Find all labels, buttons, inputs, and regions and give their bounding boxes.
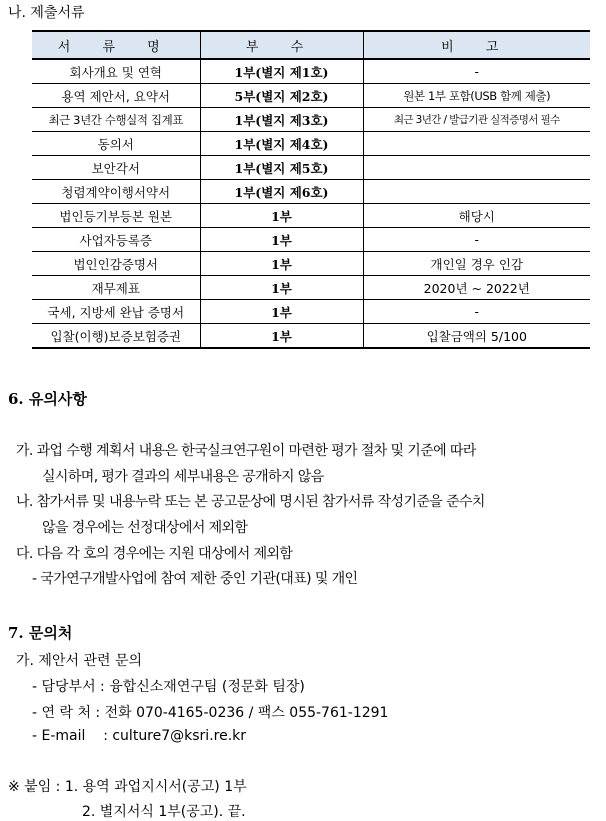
col-header-name: 서 류 명	[32, 31, 200, 59]
table-row	[32, 180, 590, 204]
doc-note: 원본 1부 포함(USB 함께 제출)	[363, 84, 590, 108]
doc-copies: 1부	[200, 276, 363, 300]
table-row	[32, 84, 590, 108]
table-row	[32, 59, 590, 84]
attachment-line-2: 2. 별지서식 1부(공고). 끝.	[82, 804, 246, 820]
attachment-line-1: ※ 붙임 : 1. 용역 과업지시서(공고) 1부	[8, 779, 247, 795]
table-row	[32, 300, 590, 324]
doc-name: 동의서	[32, 132, 200, 156]
notice-item-na: 나. 참가서류 및 내용누락 또는 본 공고문상에 명시된 참가서류 작성기준을 준수치	[16, 494, 485, 510]
doc-name: 최근 3년간 수행실적 집계표	[32, 108, 200, 132]
table-row	[32, 276, 590, 300]
doc-note: 입찰금액의 5/100	[363, 324, 590, 349]
doc-name: 입찰(이행)보증보험증권	[32, 324, 200, 349]
submit-docs-heading: 나. 제출서류	[8, 5, 85, 21]
submit-docs-table	[32, 30, 590, 349]
table-header-row	[32, 31, 590, 59]
contact-email: - E-mail : culture7@ksri.re.kr	[32, 728, 247, 744]
doc-copies: 1부(별지 제4호)	[200, 132, 363, 156]
table-row	[32, 228, 590, 252]
doc-copies: 1부(별지 제6호)	[200, 180, 363, 204]
table-row	[32, 132, 590, 156]
doc-name: 법인인감증명서	[32, 252, 200, 276]
doc-note: 최근 3년간 / 발급기관 실적증명서 필수	[363, 108, 590, 132]
notice-item-na-cont: 않을 경우에는 선정대상에서 제외함	[42, 520, 248, 536]
col-header-copies: 부 수	[200, 31, 363, 59]
doc-note	[363, 132, 590, 156]
table-row	[32, 108, 590, 132]
doc-copies: 1부(별지 제3호)	[200, 108, 363, 132]
table-row	[32, 252, 590, 276]
section6-title: 6. 유의사항	[8, 390, 87, 408]
table-row	[32, 156, 590, 180]
doc-note	[363, 156, 590, 180]
contact-item-ga: 가. 제안서 관련 문의	[16, 653, 142, 669]
doc-note: 개인일 경우 인감	[363, 252, 590, 276]
notice-item-ga-cont: 실시하며, 평가 결과의 세부내용은 공개하지 않음	[42, 469, 324, 485]
section7-title: 7. 문의처	[8, 624, 73, 642]
doc-name: 국세, 지방세 완납 증명서	[32, 300, 200, 324]
notice-item-da: 다. 다음 각 호의 경우에는 지원 대상에서 제외함	[16, 546, 293, 562]
doc-copies: 1부	[200, 300, 363, 324]
doc-copies: 1부(별지 제5호)	[200, 156, 363, 180]
doc-note: -	[363, 300, 590, 324]
doc-copies: 5부(별지 제2호)	[200, 84, 363, 108]
doc-copies: 1부	[200, 204, 363, 228]
doc-copies: 1부(별지 제1호)	[200, 59, 363, 84]
doc-note: 해당시	[363, 204, 590, 228]
notice-item-da-sub: - 국가연구개발사업에 참여 제한 중인 기관(대표) 및 개인	[32, 571, 358, 587]
table-row	[32, 204, 590, 228]
doc-name: 청렴계약이행서약서	[32, 180, 200, 204]
contact-dept: - 담당부서 : 융합신소재연구팀 (정문화 팀장)	[32, 679, 305, 695]
doc-name: 사업자등록증	[32, 228, 200, 252]
col-header-note: 비 고	[363, 31, 590, 59]
doc-name: 회사개요 및 연혁	[32, 59, 200, 84]
contact-phone: - 연 락 처 : 전화 070-4165-0236 / 팩스 055-761-1291	[32, 705, 389, 721]
doc-name: 재무제표	[32, 276, 200, 300]
doc-copies: 1부	[200, 228, 363, 252]
doc-copies: 1부	[200, 324, 363, 349]
doc-note	[363, 180, 590, 204]
doc-note: -	[363, 59, 590, 84]
doc-name: 법인등기부등본 원본	[32, 204, 200, 228]
table-row	[32, 324, 590, 349]
doc-note: 2020년 ~ 2022년	[363, 276, 590, 300]
notice-item-ga: 가. 과업 수행 계획서 내용은 한국실크연구원이 마련한 평가 절차 및 기준에 따라	[16, 443, 476, 459]
doc-name: 보안각서	[32, 156, 200, 180]
doc-name: 용역 제안서, 요약서	[32, 84, 200, 108]
doc-note: -	[363, 228, 590, 252]
doc-copies: 1부	[200, 252, 363, 276]
